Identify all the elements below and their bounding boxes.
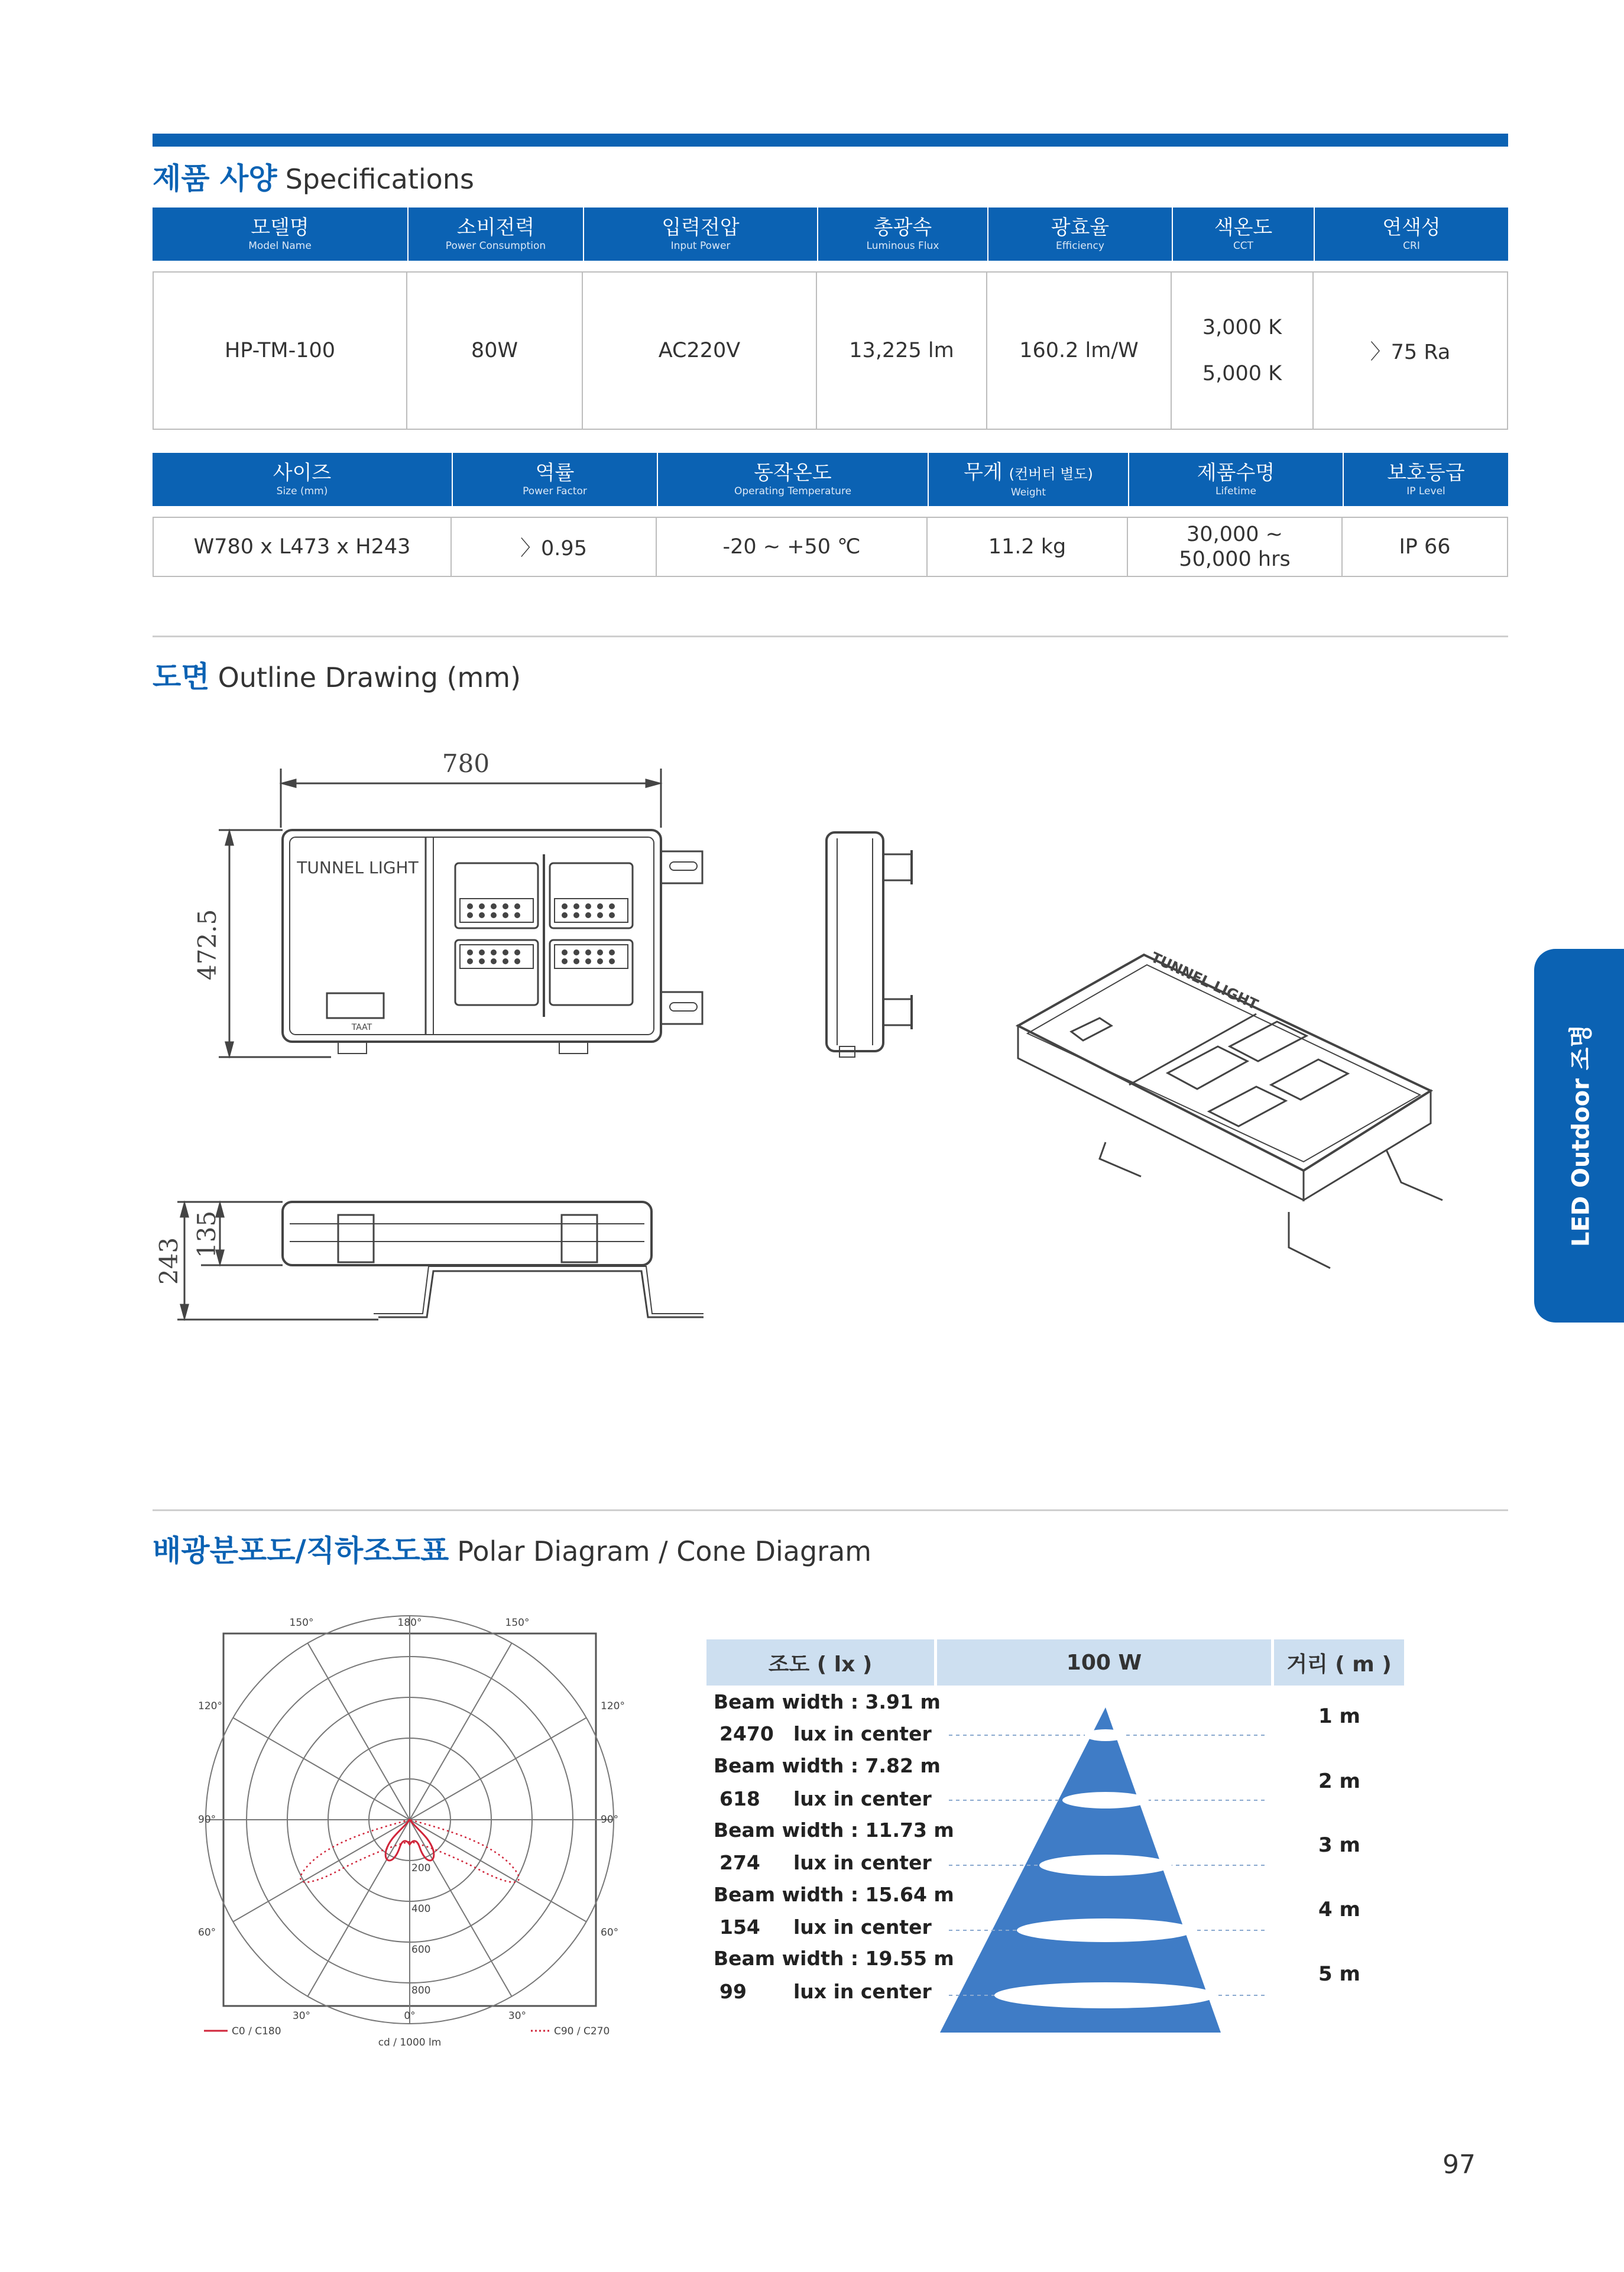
polar-bottom-label-left: 30°	[292, 2010, 311, 2022]
lifetime-value-1: 30,000 ~	[1187, 523, 1283, 546]
distance-1: 1 m	[1318, 1704, 1360, 1728]
distance-4: 4 m	[1318, 1898, 1360, 1921]
polar-title-en: Polar Diagram / Cone Diagram	[457, 1535, 872, 1567]
polar-left-label-120: 120°	[198, 1700, 222, 1712]
category-side-tab	[1534, 949, 1624, 1323]
dim-height-body-label: 135	[192, 1210, 221, 1259]
header-efficiency: 광효율 Efficiency	[987, 208, 1172, 261]
header-lifetime: 제품수명 Lifetime	[1128, 453, 1343, 506]
header-ip: 보호등급 IP Level	[1343, 453, 1508, 506]
section-divider-2	[153, 1509, 1508, 1511]
polar-top-label-left: 150°	[289, 1617, 314, 1629]
beam-width-4: Beam width : 15.64 m	[714, 1883, 954, 1906]
distance-5: 5 m	[1318, 1962, 1360, 1986]
header-input: 입력전압 Input Power	[583, 208, 817, 261]
front-product-label: TUNNEL LIGHT	[297, 858, 419, 877]
cct-value-1: 3,000 K	[1202, 316, 1282, 339]
legend-c90-label: C90 / C270	[554, 2025, 610, 2037]
header-cri: 연색성 CRI	[1314, 208, 1508, 261]
dim-width-label: 780	[442, 749, 490, 778]
header-power: 소비전력 Power Consumption	[407, 208, 583, 261]
polar-ring-label-200: 200	[411, 1862, 431, 1874]
distance-3: 3 m	[1318, 1833, 1360, 1857]
cell-input: AC220V	[583, 271, 817, 430]
cell-cri: 〉75 Ra	[1314, 271, 1508, 430]
spec-title-en: Specifications	[285, 163, 474, 195]
header-weight: 무게 (컨버터 별도) Weight	[928, 453, 1128, 506]
drawing-title-ko: 도면	[153, 660, 210, 694]
page-number: 97	[1443, 2150, 1476, 2180]
polar-top-label-right: 150°	[505, 1617, 530, 1629]
cell-flux: 13,225 lm	[817, 271, 987, 430]
polar-left-label-60: 60°	[198, 1927, 216, 1939]
cct-value-2: 5,000 K	[1202, 362, 1282, 385]
polar-section-title	[153, 1527, 871, 1570]
beam-ellipse-1	[1085, 1729, 1126, 1741]
polar-right-label-90: 90°	[601, 1814, 619, 1826]
header-pf: 역률 Power Factor	[452, 453, 657, 506]
polar-top-label-center: 180°	[397, 1617, 422, 1629]
center-lux-2: 618 lux in center	[719, 1787, 932, 1810]
center-lux-3: 274 lux in center	[719, 1851, 932, 1874]
header-model: 모델명 Model Name	[153, 208, 407, 261]
cell-temp: -20 ~ +50 ℃	[657, 517, 928, 577]
center-lux-5: 99 lux in center	[719, 1980, 932, 2003]
polar-bottom-label-right: 30°	[508, 2010, 527, 2022]
cell-power: 80W	[407, 271, 583, 430]
legend-c0-label: C0 / C180	[232, 2025, 281, 2037]
beam-width-1: Beam width : 3.91 m	[714, 1690, 941, 1713]
polar-ring-label-800: 800	[411, 1985, 431, 1996]
cell-weight: 11.2 kg	[928, 517, 1128, 577]
cell-ip: IP 66	[1343, 517, 1508, 577]
polar-ring-label-400: 400	[411, 1903, 431, 1915]
polar-unit-label: cd / 1000 lm	[378, 2037, 442, 2049]
header-flux: 총광속 Luminous Flux	[817, 208, 987, 261]
front-logo-label: TAAT	[351, 1023, 372, 1032]
dim-height-total-label: 243	[154, 1237, 183, 1285]
beam-ellipse-2	[1062, 1792, 1149, 1808]
beam-ellipse-4	[1017, 1918, 1194, 1942]
iso-product-label: TUNNEL LIGHT	[1148, 949, 1261, 1013]
polar-ring-label-600: 600	[411, 1944, 431, 1956]
beam-width-2: Beam width : 7.82 m	[714, 1754, 941, 1777]
beam-ellipse-5	[994, 1982, 1217, 2008]
polar-left-label-90: 90°	[198, 1814, 216, 1826]
cone-header-distance: 거리 ( m )	[1274, 1639, 1404, 1686]
beam-ellipse-3	[1039, 1855, 1172, 1876]
cell-pf: 〉0.95	[452, 517, 657, 577]
polar-title-ko: 배광분포도/직하조도표	[153, 1534, 449, 1568]
header-cct: 색온도 CCT	[1172, 208, 1314, 261]
center-lux-1: 2470 lux in center	[719, 1722, 932, 1745]
lifetime-value-2: 50,000 hrs	[1179, 547, 1291, 571]
drawing-title-en: Outline Drawing (mm)	[218, 662, 521, 693]
center-lux-4: 154 lux in center	[719, 1916, 932, 1939]
cell-efficiency: 160.2 lm/W	[987, 271, 1172, 430]
cone-header-power: 100 W	[937, 1639, 1271, 1686]
cell-size: W780 x L473 x H243	[153, 517, 452, 577]
beam-width-5: Beam width : 19.55 m	[714, 1947, 954, 1970]
dim-length-label: 472.5	[193, 909, 222, 981]
distance-2: 2 m	[1318, 1769, 1360, 1793]
polar-bottom-label-center: 0°	[404, 2010, 416, 2022]
spec-title-ko: 제품 사양	[153, 161, 277, 196]
polar-right-label-120: 120°	[601, 1700, 625, 1712]
polar-diagram	[195, 1605, 644, 2054]
cell-model: HP-TM-100	[153, 271, 407, 430]
header-temp: 동작온도 Operating Temperature	[657, 453, 928, 506]
polar-right-label-60: 60°	[601, 1927, 619, 1939]
category-side-tab-label: LED Outdoor 조명	[1567, 1024, 1595, 1247]
cone-diagram	[706, 1639, 1404, 2036]
header-size: 사이즈 Size (mm)	[153, 453, 452, 506]
cone-header-lux: 조도 ( lx )	[706, 1639, 934, 1686]
beam-width-3: Beam width : 11.73 m	[714, 1819, 954, 1842]
